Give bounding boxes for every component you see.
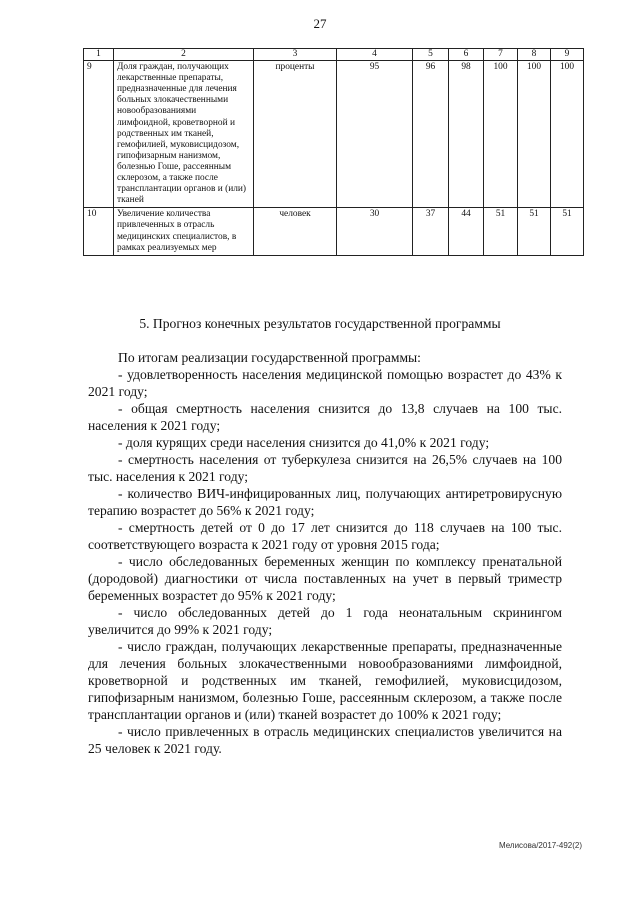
header-cell: 2 bbox=[114, 49, 254, 61]
list-item: - количество ВИЧ-инфицированных лиц, получающих антиретровирусную терапию возрастет до 56% к 2021 году; bbox=[88, 486, 562, 518]
value-cell: 51 bbox=[518, 208, 551, 255]
value-cell: 100 bbox=[518, 61, 551, 208]
list-item: - число привлеченных в отрасль медицинских специалистов увеличится на 25 человек к 2021 году. bbox=[88, 724, 562, 756]
value-cell: 96 bbox=[413, 61, 449, 208]
value-cell: 100 bbox=[551, 61, 584, 208]
intro-paragraph: По итогам реализации государственной программы: bbox=[118, 350, 421, 365]
indicator-name: Доля граждан, получающих лекарственные препараты, предназначенные для лечения больных злокачественными новообразованиями лимфоидной, кроветворной и родственных им тканей, гемофилией, муковисцидозом, гипофизарным нанизмом, болезнью Гоше, рассеянным склерозом, а также после трансплантации органов и (или) тканей bbox=[114, 61, 254, 208]
list-item: - число обследованных беременных женщин по комплексу пренатальной (дородовой) диагностики от числа поставленных на учет в первый триместр беременных возрастет до 95% к 2021 году; bbox=[88, 554, 562, 603]
forecast-text bbox=[88, 349, 562, 757]
list-item: - удовлетворенность населения медицинской помощью возрастет до 43% к 2021 году; bbox=[88, 367, 562, 399]
indicator-name: Увеличение количества привлеченных в отрасль медицинских специалистов, в рамках реализуемых мер bbox=[114, 208, 254, 255]
section-heading: 5. Прогноз конечных результатов государственной программы bbox=[139, 316, 501, 331]
header-cell: 4 bbox=[337, 49, 413, 61]
value-cell: 30 bbox=[337, 208, 413, 255]
header-cell: 9 bbox=[551, 49, 584, 61]
header-cell: 8 bbox=[518, 49, 551, 61]
value-cell: 95 bbox=[337, 61, 413, 208]
table-header-row bbox=[84, 49, 584, 61]
footer-document-code: Мелисова/2017-492(2) bbox=[498, 841, 582, 850]
page-number: 27 bbox=[313, 16, 327, 31]
list-item: - смертность населения от туберкулеза снизится на 26,5% случаев на 100 тыс. населения к 2021 году; bbox=[88, 452, 562, 484]
unit-cell: проценты bbox=[254, 61, 337, 208]
list-item: - число обследованных детей до 1 года неонатальным скринингом увеличится до 99% к 2021 году; bbox=[88, 605, 562, 637]
header-cell: 6 bbox=[449, 49, 484, 61]
value-cell: 98 bbox=[449, 61, 484, 208]
header-cell: 3 bbox=[254, 49, 337, 61]
list-item: - доля курящих среди населения снизится до 41,0% к 2021 году; bbox=[118, 435, 490, 450]
header-cell: 5 bbox=[413, 49, 449, 61]
table-row bbox=[84, 61, 584, 208]
value-cell: 100 bbox=[484, 61, 518, 208]
table-row bbox=[84, 208, 584, 255]
header-cell: 1 bbox=[84, 49, 114, 61]
indicator-table bbox=[83, 48, 584, 256]
row-number: 10 bbox=[84, 208, 114, 255]
list-item: - общая смертность населения снизится до 13,8 случаев на 100 тыс. населения к 2021 году; bbox=[88, 401, 562, 433]
value-cell: 44 bbox=[449, 208, 484, 255]
row-number: 9 bbox=[84, 61, 114, 208]
list-item: - смертность детей от 0 до 17 лет снизится до 118 случаев на 100 тыс. соответствующего возраста к 2021 году от уровня 2015 года; bbox=[88, 520, 562, 552]
value-cell: 51 bbox=[551, 208, 584, 255]
unit-cell: человек bbox=[254, 208, 337, 255]
list-item: - число граждан, получающих лекарственные препараты, предназначенные для лечения больных злокачественными новообразованиями лимфоидной, кроветворной и родственных им тканей, гемофилией, муковисцидозом, гипофизарным нанизмом, болезнью Гоше, рассеянным склерозом, а также после трансплантации органов и (или) тканей возрастет до 100% к 2021 году; bbox=[88, 639, 562, 722]
value-cell: 37 bbox=[413, 208, 449, 255]
value-cell: 51 bbox=[484, 208, 518, 255]
header-cell: 7 bbox=[484, 49, 518, 61]
